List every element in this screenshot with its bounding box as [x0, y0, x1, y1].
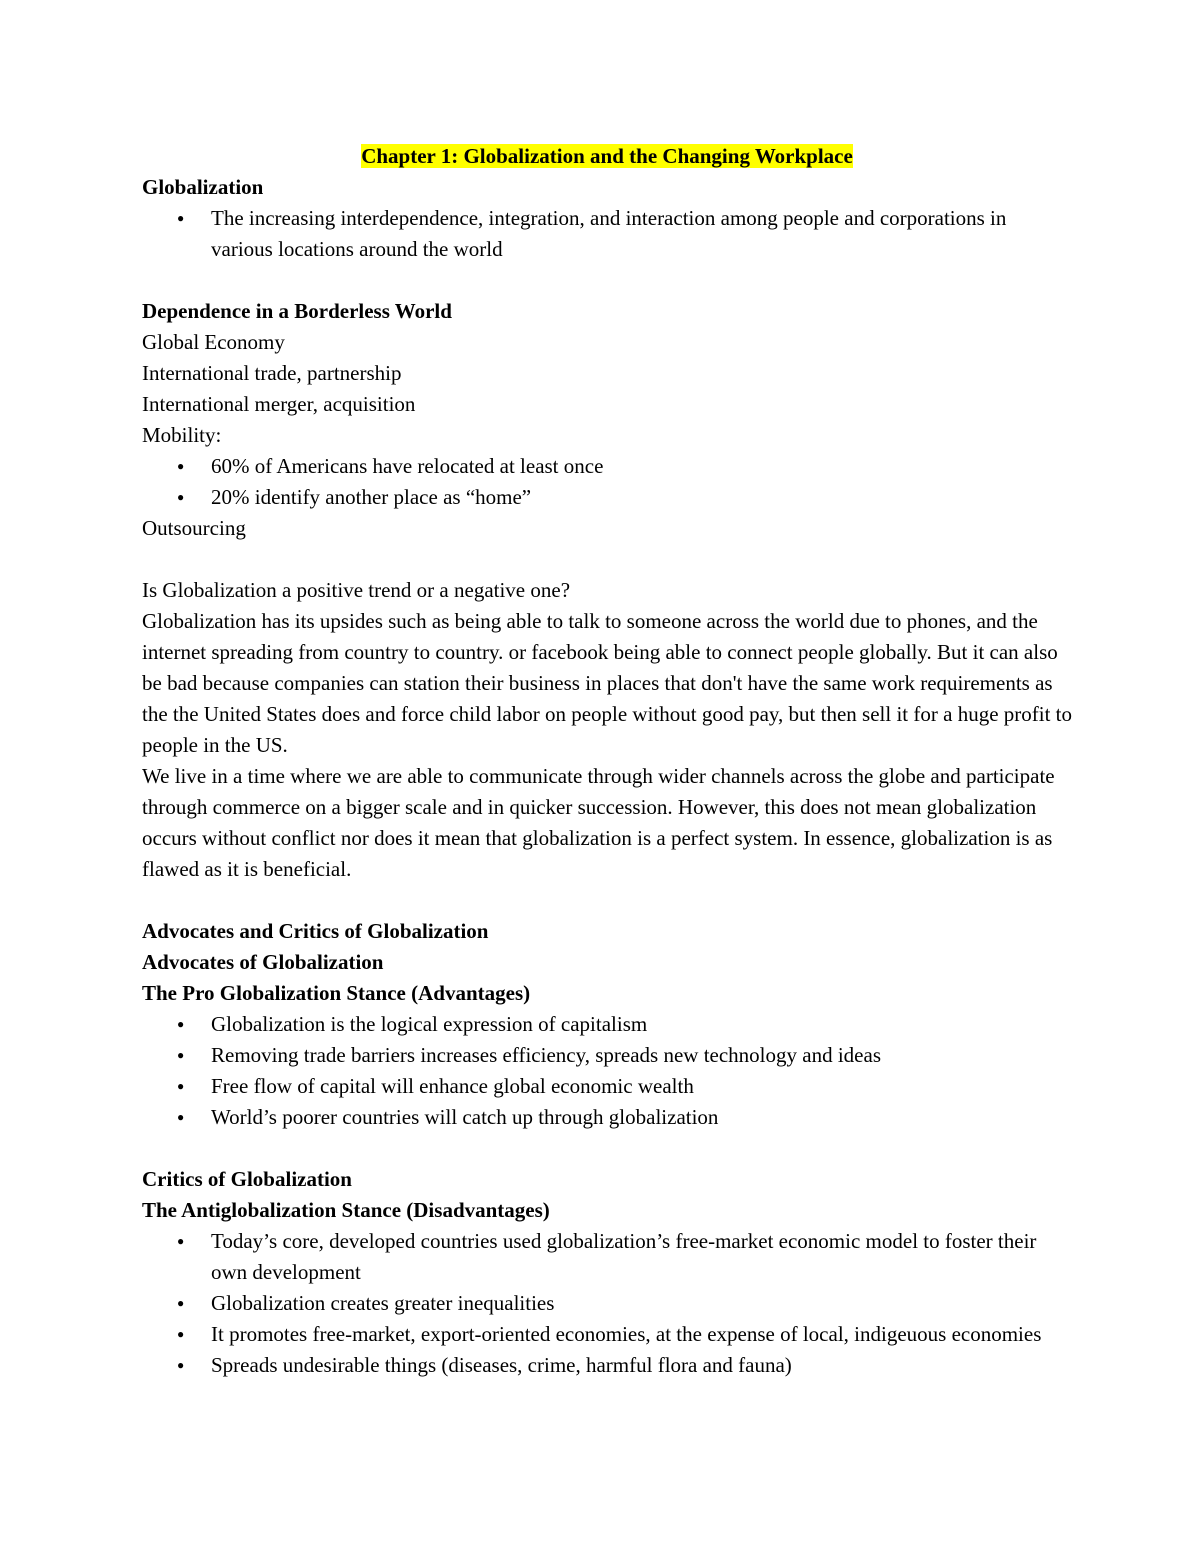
dependence-heading: Dependence in a Borderless World [142, 299, 452, 323]
list-item: ● It promotes free-market, export-oriented economies, at the expense of local, indigeuous economies [142, 1319, 1072, 1350]
dependence-line: International merger, acquisition [142, 392, 416, 416]
dependence-line: Mobility: [142, 423, 222, 447]
title-highlight: Chapter 1: Globalization and the Changing Workplace [361, 144, 853, 168]
discussion-paragraph: We live in a time where we are able to communicate through wider channels across the globe and participate through commerce on a bigger scale and in quicker succession. However, this does not mean globalization occurs without conflict nor does it mean that globalization is a perfect system. In essence, globalization is as flawed as it is beneficial. [142, 764, 1055, 881]
list-item: ● The increasing interdependence, integration, and interaction among people and corporations in various locations around the world [142, 203, 1072, 265]
list-item: ● Free flow of capital will enhance global economic wealth [142, 1071, 1072, 1102]
list-item: ● 20% identify another place as “home” [142, 482, 1072, 513]
spacer [142, 1133, 1072, 1164]
list-item: ● Globalization creates greater inequalities [142, 1288, 1072, 1319]
advocates-critics-heading: Advocates and Critics of Globalization [142, 919, 489, 943]
globalization-heading: Globalization [142, 175, 264, 199]
advantages-bullet-list [142, 1009, 1072, 1133]
document-page [142, 141, 1072, 1381]
anti-stance-heading: The Antiglobalization Stance (Disadvantages) [142, 1198, 550, 1222]
dependence-line: International trade, partnership [142, 361, 402, 385]
list-item: ● Globalization is the logical expression of capitalism [142, 1009, 1072, 1040]
list-item: ● Removing trade barriers increases efficiency, spreads new technology and ideas [142, 1040, 1072, 1071]
spacer [142, 265, 1072, 296]
discussion-question: Is Globalization a positive trend or a negative one? [142, 578, 571, 602]
list-item: ● Today’s core, developed countries used globalization’s free-market economic model to foster their own development [142, 1226, 1072, 1288]
list-item: ● Spreads undesirable things (diseases, crime, harmful flora and fauna) [142, 1350, 1072, 1381]
list-item: ● 60% of Americans have relocated at least once [142, 451, 1072, 482]
document-title [142, 141, 1072, 172]
dependence-line: Global Economy [142, 330, 285, 354]
mobility-bullet-list [142, 451, 1072, 513]
outsourcing-line: Outsourcing [142, 516, 246, 540]
disadvantages-bullet-list [142, 1226, 1072, 1381]
spacer [142, 885, 1072, 916]
discussion-paragraph: Globalization has its upsides such as being able to talk to someone across the world due to phones, and the internet spreading from country to country. or facebook being able to connect people globally. But it can also be bad because companies can station their business in places that don't have the same work requirements as the the United States does and force child labor on people without good pay, but then sell it for a huge profit to people in the US. [142, 609, 1072, 757]
critics-heading: Critics of Globalization [142, 1167, 352, 1191]
pro-stance-heading: The Pro Globalization Stance (Advantages) [142, 981, 531, 1005]
globalization-bullet-list [142, 203, 1072, 265]
list-item: ● World’s poorer countries will catch up through globalization [142, 1102, 1072, 1133]
spacer [142, 544, 1072, 575]
advocates-heading: Advocates of Globalization [142, 950, 384, 974]
